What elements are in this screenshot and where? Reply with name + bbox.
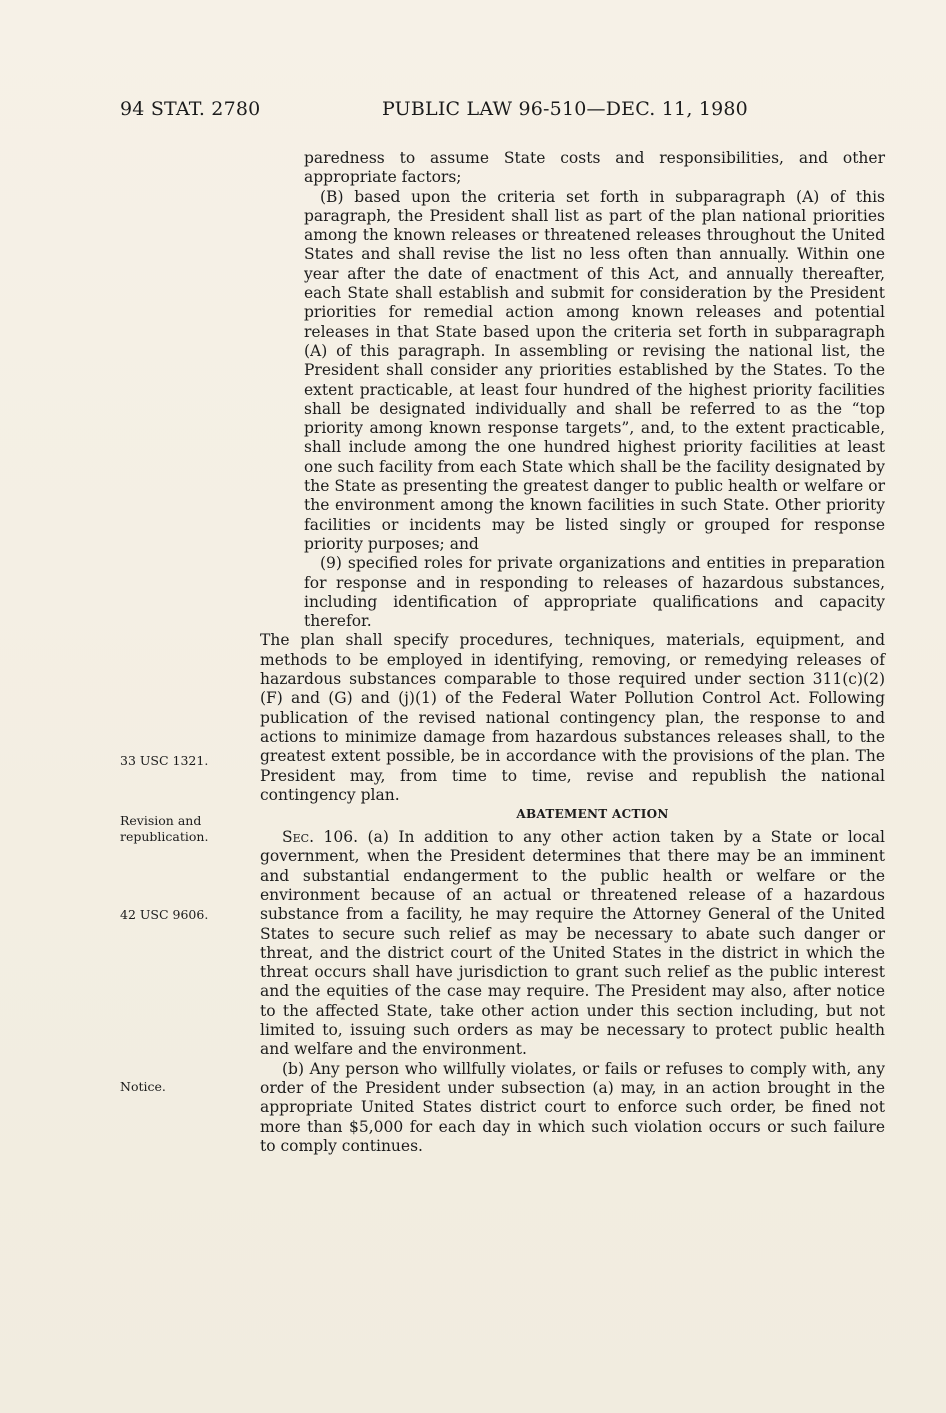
plan-paragraph: The plan shall specify procedures, techniques, materials, equipment, and methods to be employed in identifying, removing, or remedying releases of hazardous substances comparable to those required under section 311(c)(2) (F) and (G) and (j)(1) of the Federal Water Pollution Control Act. Following publication of the revised national contingency plan, the response to and actions to minimize damage from hazardous substances releases shall, to the greatest extent possible, be in accordance with the provisions of the plan. The President may, from time to time, revise and republish the national contingency plan.: [260, 631, 885, 804]
section-heading: ABATEMENT ACTION: [516, 807, 669, 822]
margin-note-usc-1321: 33 USC 1321.: [120, 753, 209, 768]
body-text: [260, 149, 885, 1156]
paragraph-9: (9) specified roles for private organizations and entities in preparation for response and in responding to releases of hazardous substances, including identification of appropriate qualifications and capacity therefor.: [304, 554, 885, 631]
section-label: Sec. 106.: [282, 828, 359, 847]
section-106-b: (b) Any person who willfully violates, or fails or refuses to comply with, any order of the President under subsection (a) may, in an action brought in the appropriate United States district court to enforce such order, be fined not more than $5,000 for each day in which such violation occurs or such failure to comply continues.: [260, 1059, 885, 1155]
margin-note-notice: Notice.: [120, 1079, 166, 1094]
law-title: PUBLIC LAW 96-510—DEC. 11, 1980: [382, 98, 748, 120]
margin-note-revision: Revision and republication.: [120, 813, 209, 844]
paragraph-a-continuation: paredness to assume State costs and responsibilities, and other appropriate factors;: [304, 149, 885, 187]
page-header: [120, 98, 880, 128]
section-106-a: [260, 828, 885, 1060]
section-106-a-text: (a) In addition to any other action taken by a State or local government, when the President determines that there may be an imminent and substantial endangerment to the public health or welfare or the environment because of an actual or threatened release of a hazardous substance from a facility, he may require the Attorney General of the United States to secure such relief as may be necessary to abate such danger or threat, and the district court of the United States in the district in which the threat occurs shall have jurisdiction to grant such relief as the public interest and the equities of the case may require. The President may also, after notice to the affected State, take other action under this section including, but not limited to, issuing such orders as may be necessary to protect public health and welfare and the environment.: [260, 828, 885, 1059]
margin-note-usc-9606: 42 USC 9606.: [120, 907, 209, 922]
page-reference: 94 STAT. 2780: [120, 98, 261, 120]
paragraph-b: (B) based upon the criteria set forth in subparagraph (A) of this paragraph, the President shall list as part of the plan national priorities among the known releases or threatened releases throughout the United States and shall revise the list no less often than annually. Within one year after the date of enactment of this Act, and annually thereafter, each State shall establish and submit for consideration by the President priorities for remedial action among known releases and potential releases in that State based upon the criteria set forth in subparagraph (A) of this paragraph. In assembling or revising the national list, the President shall consider any priorities established by the States. To the extent practicable, at least four hundred of the highest priority facilities shall be designated individually and shall be referred to as the “top priority among known response targets”, and, to the extent practicable, shall include among the one hundred highest priority facilities at least one such facility from each State which shall be the facility designated by the State as presenting the greatest danger to public health or welfare or the environment among the known facilities in such State. Other priority facilities or incidents may be listed singly or grouped for response priority purposes; and: [304, 187, 885, 553]
